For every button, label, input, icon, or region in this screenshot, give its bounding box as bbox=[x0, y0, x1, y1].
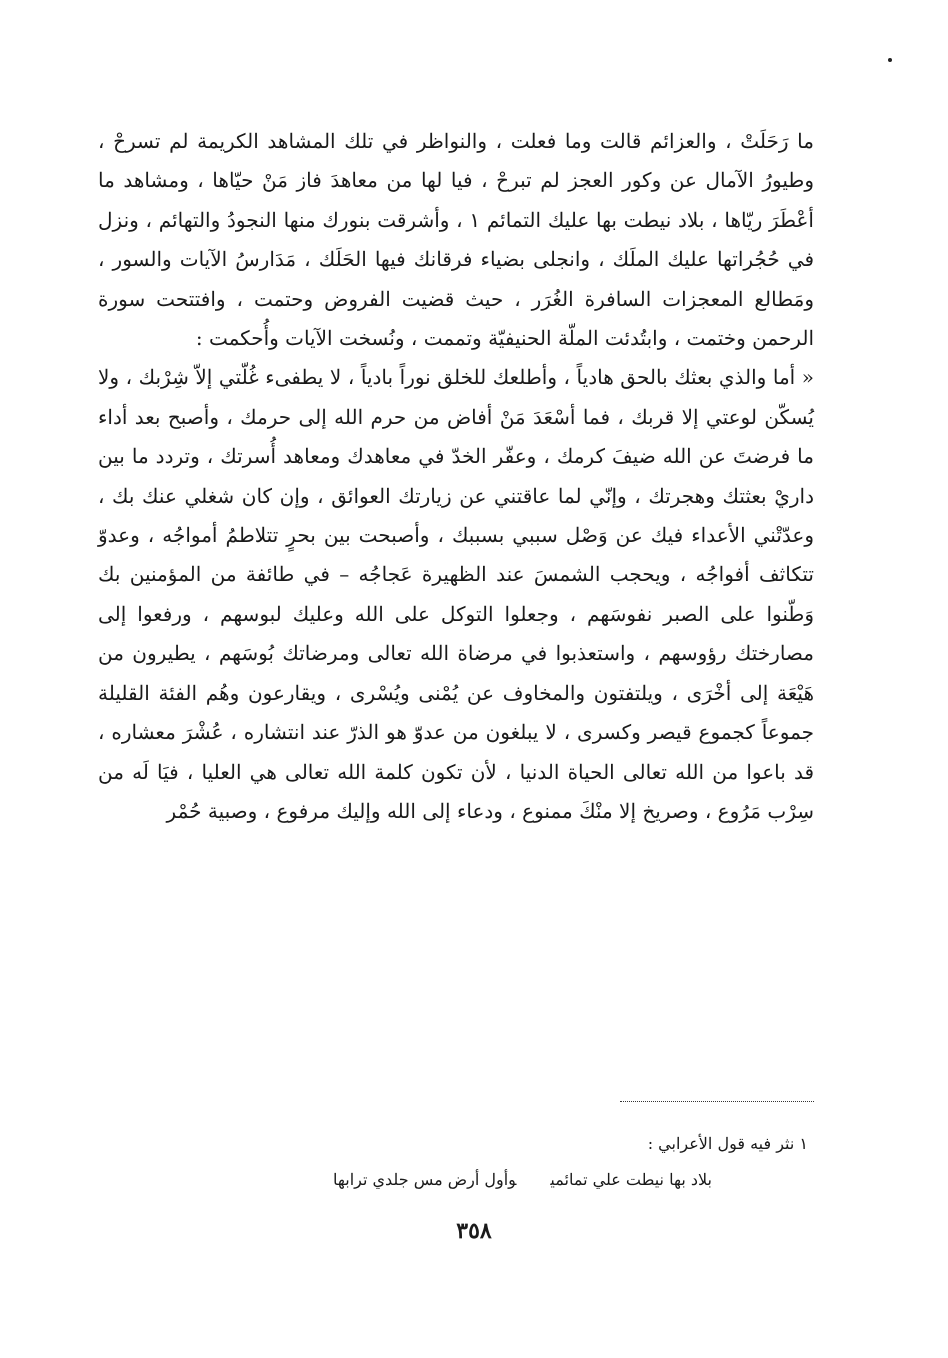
corner-mark bbox=[888, 58, 892, 62]
page-number: ٣٥٨ bbox=[456, 1218, 492, 1244]
paragraph-2: « أما والذي بعثك بالحق هادياً ، وأطلعك للخلق نوراً بادياً ، لا يطفىء غُلّتي إلاّ شِرْبك ، ولا يُسكّن لوعتي إلا قربك ، فما أسْعَدَ مَنْ أفاض من حرم الله إلى حرمك ، وأصبح بعد أداء ما فرضتَ عن الله ضيفَ كرمك ، وعفّر الخدّ في معاهدك ومعاهد أُسرتك ، وتردد ما بين داريْ بعثتك وهجرتك ، وإنّي لما عاقتني عن زيارتك العوائق ، وإن كان شغلي عنك بك ، وعدّتْني الأعداء فيك عن وَصْل سببي بسببك ، وأصبحت بين بحرٍ تتلاطمُ أمواجُه ، وعدوّ تتكاثف أفواجُه ، ويحجب الشمسَ عند الظهيرة عَجاجُه – في طائفة من المؤمنين بك وَطّنوا على الصبر نفوسَهم ، وجعلوا التوكل على الله وعليك لبوسهم ، ورفعوا إلى مصارختك رؤوسهم ، واستعذبوا في مرضاة الله تعالى ومرضاتك بُوسَهم ، يطيرون من هَيْعَة إلى أخْرَى ، ويلتفتون والمخاوف عن يُمْنى ويُسْرى ، ويقارعون وهُم الفئة القليلة جموعاً كجموع قيصر وكسرى ، لا يبلغون من عدوّ هو الذرّ عند انتشاره ، عُشْرَ معشاره ، قد باعوا من الله تعالى الحياة الدنيا ، لأن تكون كلمة الله تعالى هي العليا ، فيَا لَه من سِرْب مَرُوع ، وصريخ إلا منْكَ ممنوع ، ودعاء إلى الله وإليك مرفوع ، وصبية حُمْر bbox=[98, 365, 815, 823]
footnote-separator bbox=[620, 1101, 814, 1102]
footnote bbox=[98, 1126, 814, 1198]
paragraph-1: ما رَحَلَتْ ، والعزائم قالت وما فعلت ، والنواظر في تلك المشاهد الكريمة لم تسرحْ ، وطيورُ الآمال عن وكور العجز لم تبرحْ ، فيا لها من معاهدَ فاز مَنْ حيّاها ، ومشاهد ما أعْطَرَ ريّاها ، بلاد نيطت بها عليك التمائم ١ ، وأشرقت بنورك منها النجودُ والتهائم ، ونزل في حُجُراتها عليك الملَك ، وانجلى بضياء فرقانك فيها الحَلَك ، مَدَارسُ الآيات والسور ، ومَطالع المعجزات السافرة الغُرَر ، حيث قضيت الفروض وحتمت ، وافتتحت سورة الرحمن وختمت ، وابتُدئت الملّة الحنيفيّة وتممت ، ونُسخت الآيات وأُحكمت : bbox=[98, 129, 814, 351]
main-text bbox=[98, 122, 814, 831]
verse-first-hemistich: بلاد بها نيطت علي تمائمي bbox=[550, 1170, 712, 1189]
footnote-line: ١ نثر فيه قول الأعرابي : bbox=[647, 1134, 808, 1153]
verse-second-hemistich: وأول أرض مس جلدي ترابها bbox=[332, 1170, 517, 1189]
footnote-verse bbox=[98, 1162, 814, 1198]
